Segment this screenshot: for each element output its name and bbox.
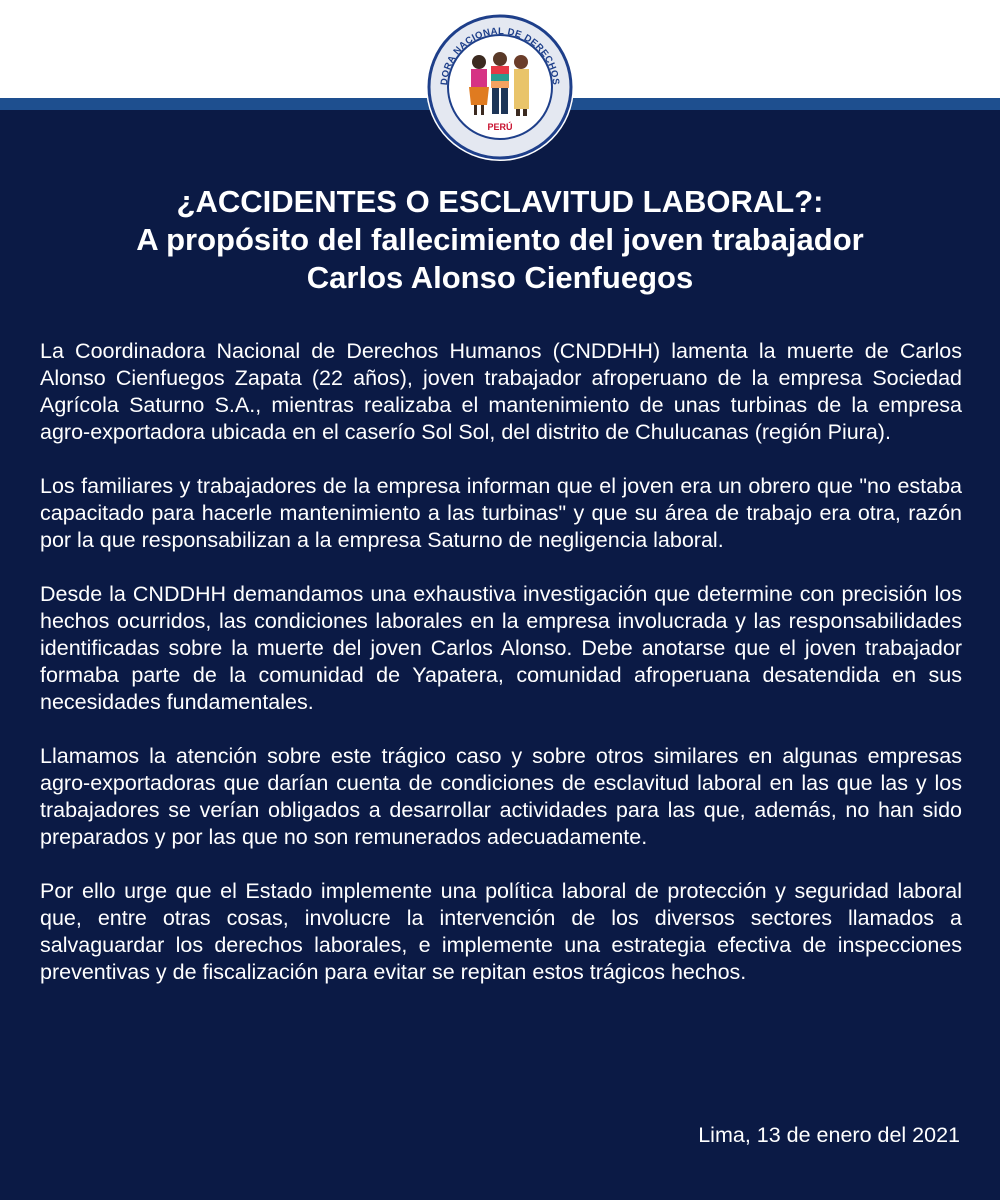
paragraph-3: Desde la CNDDHH demandamos una exhaustiva investigación que determine con precisión los hechos ocurridos, las condiciones laborales en la empresa involucrada y las responsabilidades identificadas sobre la muerte del joven Carlos Alonso. Debe anotarse que el joven trabajador formaba parte de la comunidad de Yapatera, comunidad afroperuana desatendida en sus necesidades fundamentales.	[40, 582, 962, 714]
logo-country-label: PERÚ	[487, 122, 513, 132]
paragraph-1: La Coordinadora Nacional de Derechos Humanos (CNDDHH) lamenta la muerte de Carlos Alonso Cienfuegos Zapata (22 años), joven trabajador afroperuano de la empresa Sociedad Agrícola Saturno S.A., mientras realizaba el mantenimiento de unas turbinas de la empresa agro-exportadora ubicada en el caserío Sol Sol, del distrito de Chulucanas (región Piura).	[40, 339, 962, 444]
place-date-signature: Lima, 13 de enero del 2021	[698, 1123, 960, 1147]
cnddhh-logo	[425, 12, 575, 162]
page-title	[40, 183, 960, 297]
title-line-1: ¿ACCIDENTES O ESCLAVITUD LABORAL?:	[176, 184, 824, 219]
paragraph-4: Llamamos la atención sobre este trágico caso y sobre otros similares en algunas empresas agro-exportadoras que darían cuenta de condiciones de esclavitud laboral en las que las y los trabajadores se verían obligados a desarrollar actividades para las que, además, no han sido preparados y por las que no son remunerados adecuadamente.	[40, 744, 962, 849]
title-line-2: A propósito del fallecimiento del joven trabajador	[136, 222, 864, 257]
statement-body	[40, 338, 962, 1013]
paragraph-2: Los familiares y trabajadores de la empresa informan que el joven era un obrero que "no estaba capacitado para hacerle mantenimiento a las turbinas" y que su área de trabajo era otra, razón por la que responsabilizan a la empresa Saturno de negligencia laboral.	[40, 474, 962, 552]
logo-ring-text: DORA NACIONAL DE DERECHOS	[438, 25, 562, 86]
paragraph-5: Por ello urge que el Estado implemente una política laboral de protección y seguridad laboral que, entre otras cosas, involucre la intervención de los diversos sectores llamados a salvaguardar los derechos laborales, e implemente una estrategia efectiva de inspecciones preventivas y de fiscalización para evitar se repitan estos trágicos hechos.	[40, 879, 962, 984]
title-line-3: Carlos Alonso Cienfuegos	[306, 260, 694, 295]
